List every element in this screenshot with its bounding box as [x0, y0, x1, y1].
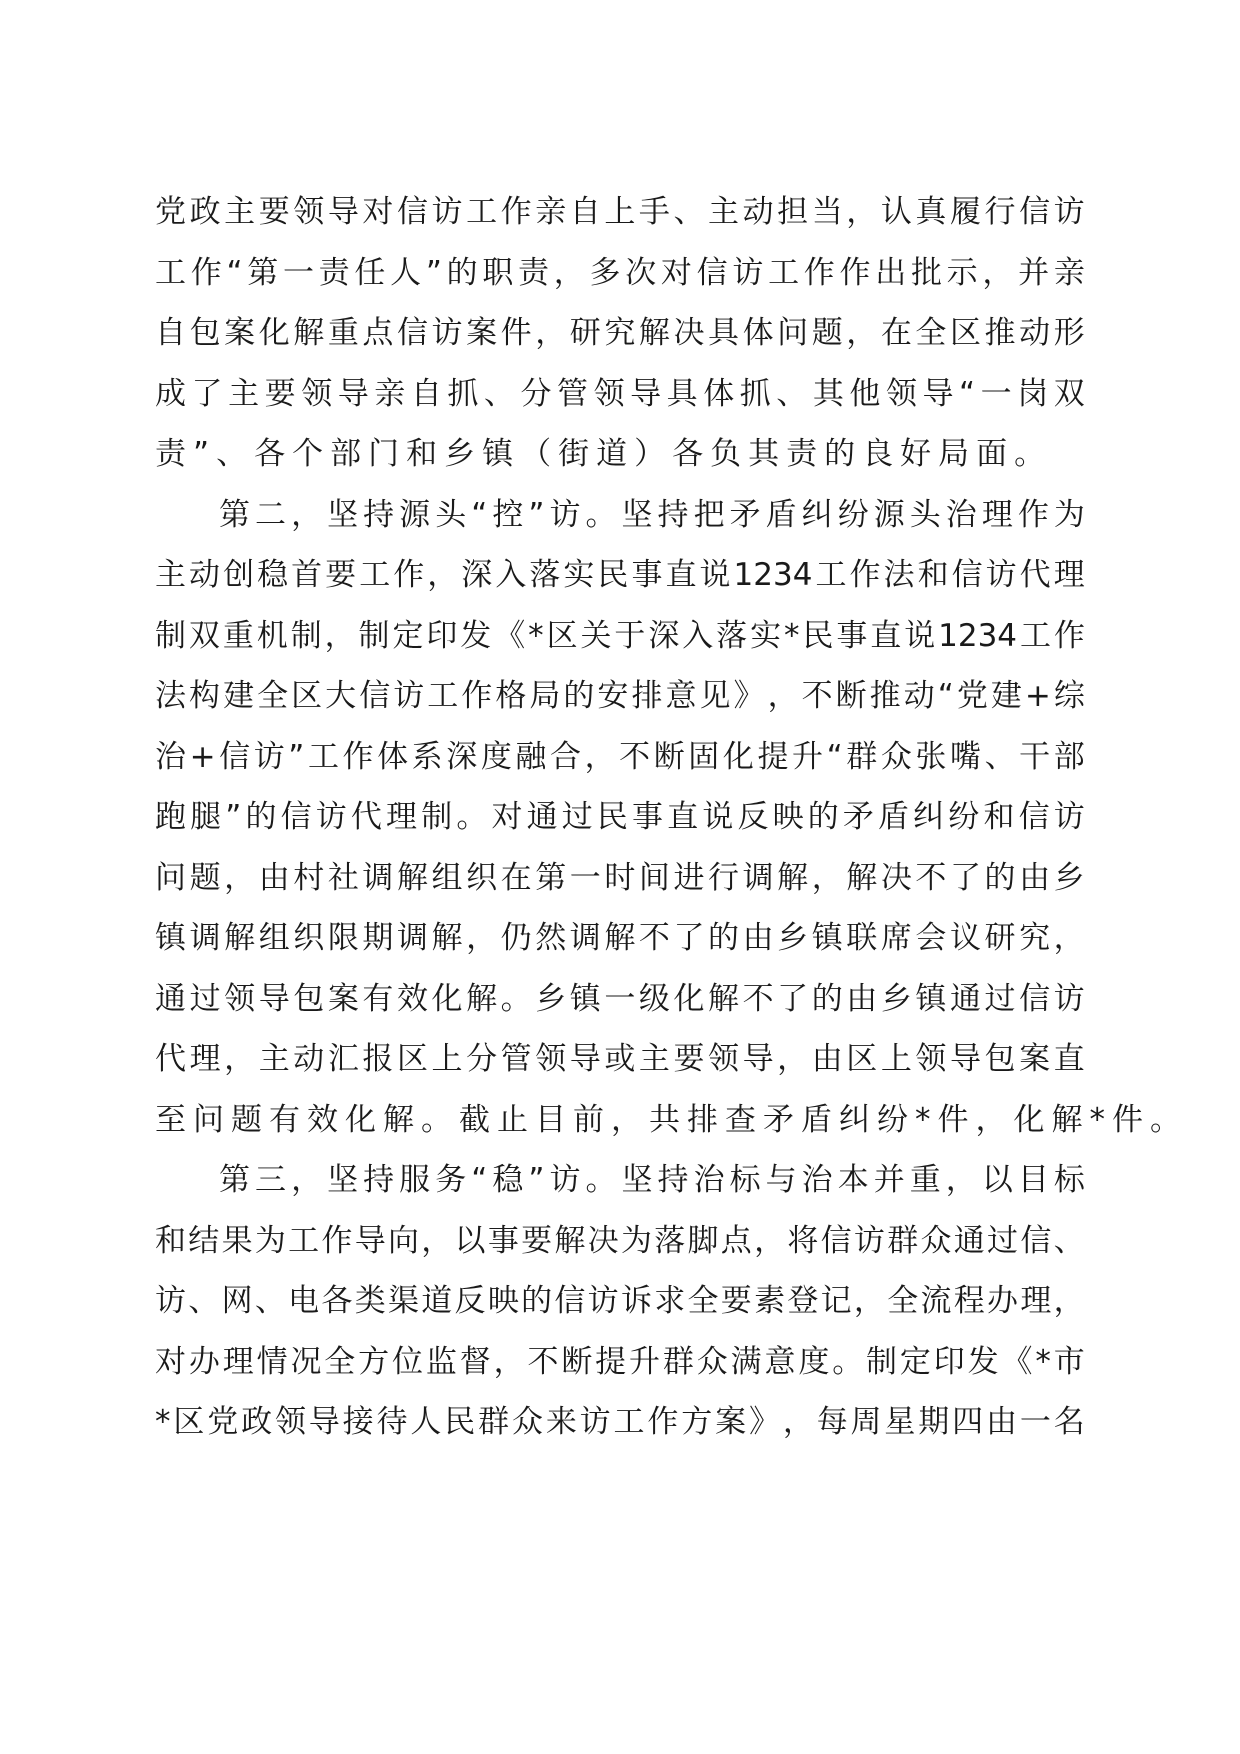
- body-text: [155, 182, 1188, 1453]
- text-line: 成 了 主 要 领 导 亲 自 抓 、 分 管 领 导 具 体 抓 、 其 他 领 导 “ 一 岗 双: [155, 375, 1085, 412]
- text-line: 代 理 ， 主 动 汇 报 区 上 分 管 领 导 或 主 要 领 导 ， 由 区 上 领 导 包 案 直: [155, 1041, 1085, 1077]
- text-line: 通 过 领 导 包 案 有 效 化 解 。 乡 镇 一 级 化 解 不 了 的 由 乡 镇 通 过 信 访: [155, 980, 1085, 1017]
- text-line: 工 作 “ 第 一 责 任 人 ” 的 职 责 ， 多 次 对 信 访 工 作 作 出 批 示 ， 并 亲: [155, 254, 1085, 291]
- text-line: 第 三 ， 坚 持 服 务 “ 稳 ” 访 。 坚 持 治 标 与 治 本 并 重 ， 以 目 标: [219, 1162, 1085, 1198]
- text-line: * 区 党 政 领 导 接 待 人 民 群 众 来 访 工 作 方 案 》 ， 每 周 星 期 四 由 一 名: [155, 1404, 1085, 1440]
- text-line: 第 二 ， 坚 持 源 头 “ 控 ” 访 。 坚 持 把 矛 盾 纠 纷 源 头 治 理 作 为: [219, 496, 1085, 533]
- text-line: 制 双 重 机 制 ， 制 定 印 发 《 * 区 关 于 深 入 落 实 * 民 事 直 说 1234 工 作: [155, 617, 1085, 654]
- text-line: 对 办 理 情 况 全 方 位 监 督 ， 不 断 提 升 群 众 满 意 度 。 制 定 印 发 《 * 市: [155, 1343, 1085, 1380]
- text-line: 至 问 题 有 效 化 解 。 截 止 目 前 ， 共 排 查 矛 盾 纠 纷 * 件 ， 化 解 * 件 。: [155, 1101, 1188, 1138]
- text-line: 和 结 果 为 工 作 导 向 ， 以 事 要 解 决 为 落 脚 点 ， 将 信 访 群 众 通 过 信 、: [155, 1222, 1085, 1259]
- text-line: 治 + 信 访 ” 工 作 体 系 深 度 融 合 ， 不 断 固 化 提 升 “ 群 众 张 嘴 、 干 部: [155, 738, 1085, 775]
- text-line: 访 、 网 、 电 各 类 渠 道 反 映 的 信 访 诉 求 全 要 素 登 记 ， 全 流 程 办 理 ，: [155, 1283, 1085, 1319]
- text-line: 跑 腿 ” 的 信 访 代 理 制 。 对 通 过 民 事 直 说 反 映 的 矛 盾 纠 纷 和 信 访: [155, 799, 1085, 835]
- text-line: 问 题 ， 由 村 社 调 解 组 织 在 第 一 时 间 进 行 调 解 ， 解 决 不 了 的 由 乡: [155, 859, 1085, 896]
- text-line: 镇 调 解 组 织 限 期 调 解 ， 仍 然 调 解 不 了 的 由 乡 镇 联 席 会 议 研 究 ，: [155, 920, 1085, 956]
- text-line: 责 ” 、 各 个 部 门 和 乡 镇 （ 街 道 ） 各 负 其 责 的 良 好 局 面 。: [155, 436, 1053, 472]
- text-line: 党 政 主 要 领 导 对 信 访 工 作 亲 自 上 手 、 主 动 担 当 ， 认 真 履 行 信 访: [155, 194, 1085, 230]
- text-line: 主 动 创 稳 首 要 工 作 ， 深 入 落 实 民 事 直 说 1234 工 作 法 和 信 访 代 理: [155, 557, 1085, 593]
- text-line: 法 构 建 全 区 大 信 访 工 作 格 局 的 安 排 意 见 》 ， 不 断 推 动 “ 党 建 + 综: [155, 678, 1085, 714]
- text-line: 自 包 案 化 解 重 点 信 访 案 件 ， 研 究 解 决 具 体 问 题 ， 在 全 区 推 动 形: [155, 315, 1085, 351]
